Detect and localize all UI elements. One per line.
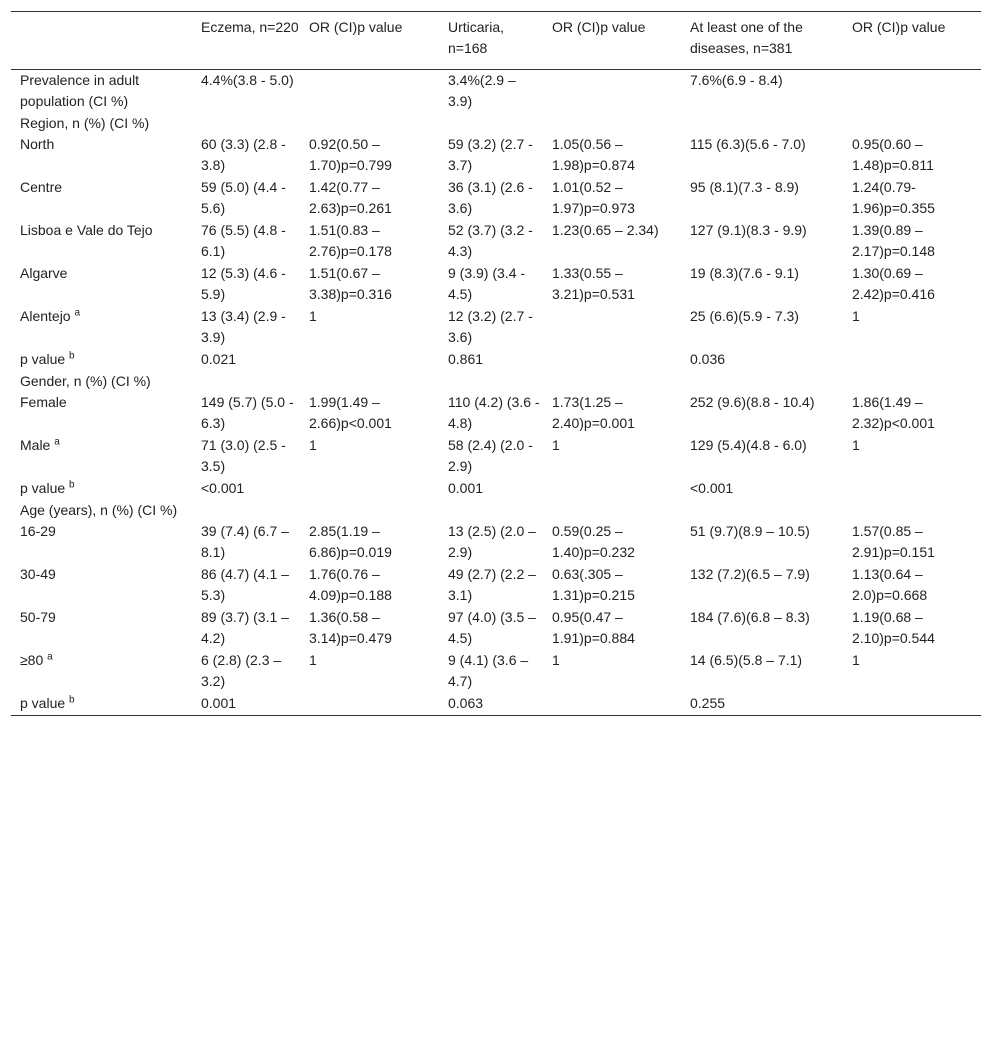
row-label-text: Female: [20, 394, 67, 410]
table-cell: 4.4%(3.8 - 5.0): [201, 72, 294, 88]
table-cell: [843, 693, 981, 716]
table-cell: 0.063: [448, 695, 484, 711]
row-label-text: 50-79: [20, 609, 56, 625]
table-row: [11, 177, 981, 220]
table-cell: 0.001: [201, 695, 237, 711]
table-cell: 1.30(0.69 – 2.42)p=0.416: [852, 265, 935, 302]
table-row: [11, 371, 981, 392]
table-cell: 149 (5.7) (5.0 - 6.3): [201, 394, 294, 431]
table-cell: 25 (6.6)(5.9 - 7.3): [690, 308, 799, 324]
table-cell: 76 (5.5) (4.8 - 6.1): [201, 222, 286, 259]
row-label: [11, 392, 192, 435]
table-cell: [843, 349, 981, 371]
table-cell: [192, 371, 300, 392]
table-cell: 86 (4.7) (4.1 – 5.3): [201, 566, 289, 603]
row-label: [11, 349, 192, 371]
table-cell: [843, 371, 981, 392]
table-cell: 12 (5.3) (4.6 - 5.9): [201, 265, 286, 302]
table-row: [11, 500, 981, 521]
table-cell: 1: [852, 437, 860, 453]
table-row: [11, 478, 981, 500]
table-row: [11, 693, 981, 716]
table-cell: 1.76(0.76 – 4.09)p=0.188: [309, 566, 392, 603]
row-label-text: North: [20, 136, 55, 152]
table-cell: 51 (9.7)(8.9 – 10.5): [690, 523, 810, 539]
table-cell: <0.001: [690, 480, 734, 496]
table-cell: [300, 70, 439, 114]
table-cell: [843, 113, 981, 134]
table-cell: [192, 500, 300, 521]
table-row: [11, 220, 981, 263]
table-row: [11, 564, 981, 607]
table-cell: 1.01(0.52 – 1.97)p=0.973: [552, 179, 635, 216]
table-cell: 1.05(0.56 – 1.98)p=0.874: [552, 136, 635, 173]
table-cell: [543, 306, 681, 349]
footnote-marker: a: [47, 651, 53, 663]
table-cell: [439, 500, 543, 521]
table-cell: 0.95(0.60 – 1.48)p=0.811: [852, 136, 934, 173]
footnote-marker: b: [69, 350, 75, 362]
table-cell: <0.001: [201, 480, 245, 496]
table-cell: 0.92(0.50 – 1.70)p=0.799: [309, 136, 392, 173]
table-cell: 110 (4.2) (3.6 - 4.8): [448, 394, 540, 431]
row-label: [11, 220, 192, 263]
footnote-marker: a: [74, 307, 81, 319]
table-cell: 1.36(0.58 – 3.14)p=0.479: [309, 609, 392, 646]
table-cell: 0.63(.305 – 1.31)p=0.215: [552, 566, 635, 603]
table-cell: 1: [309, 308, 317, 324]
table-cell: 3.4%(2.9 – 3.9): [448, 72, 516, 109]
row-label: [11, 306, 192, 349]
row-label: [11, 435, 192, 478]
table-cell: 1.23(0.65 – 2.34): [552, 222, 659, 238]
row-label-text: Prevalence in adult population (CI %): [20, 72, 140, 109]
table-cell: 19 (8.3)(7.6 - 9.1): [690, 265, 799, 281]
table-cell: [439, 371, 543, 392]
row-label-text: 16-29: [20, 523, 56, 539]
table-cell: 127 (9.1)(8.3 - 9.9): [690, 222, 807, 238]
row-label-text: Algarve: [20, 265, 68, 281]
table-cell: 1.51(0.83 – 2.76)p=0.178: [309, 222, 392, 259]
table-row: [11, 650, 981, 693]
table-cell: [843, 478, 981, 500]
table-cell: 1.42(0.77 – 2.63)p=0.261: [309, 179, 392, 216]
table-cell: 1.33(0.55 – 3.21)p=0.531: [552, 265, 635, 302]
table-header-row: [11, 12, 981, 70]
footnote-marker: a: [54, 436, 60, 448]
table-cell: 71 (3.0) (2.5 - 3.5): [201, 437, 286, 474]
row-label-text: 30-49: [20, 566, 56, 582]
table-cell: 184 (7.6)(6.8 – 8.3): [690, 609, 810, 625]
table-cell: 1: [552, 437, 560, 453]
table-cell: 1: [552, 652, 560, 668]
row-label: [11, 521, 192, 564]
row-label-text: p value: [20, 695, 70, 711]
table-cell: 1.73(1.25 – 2.40)p=0.001: [552, 394, 635, 431]
row-label-text: Lisboa e Vale do Tejo: [20, 222, 153, 238]
table-cell: [543, 113, 681, 134]
table-cell: [300, 349, 439, 371]
table-cell: 1.51(0.67 – 3.38)p=0.316: [309, 265, 392, 302]
table-cell: 58 (2.4) (2.0 - 2.9): [448, 437, 533, 474]
row-label-text: Male: [20, 437, 55, 453]
table-cell: [543, 371, 681, 392]
table-cell: 13 (3.4) (2.9 - 3.9): [201, 308, 286, 345]
table-row: [11, 607, 981, 650]
table-row: [11, 306, 981, 349]
table-row: [11, 349, 981, 371]
table-cell: 0.036: [690, 351, 726, 367]
table-cell: 129 (5.4)(4.8 - 6.0): [690, 437, 807, 453]
table-cell: 49 (2.7) (2.2 – 3.1): [448, 566, 536, 603]
table-cell: 95 (8.1)(7.3 - 8.9): [690, 179, 799, 195]
row-label: [11, 693, 192, 716]
table-row: [11, 134, 981, 177]
table-cell: [300, 500, 439, 521]
table-cell: 1: [309, 652, 317, 668]
table-cell: [300, 693, 439, 716]
table-cell: [300, 478, 439, 500]
table-cell: 7.6%(6.9 - 8.4): [690, 72, 783, 88]
table-cell: [681, 500, 843, 521]
table-cell: 1.86(1.49 – 2.32)p<0.001: [852, 394, 935, 431]
table-cell: 0.021: [201, 351, 237, 367]
table-cell: [192, 113, 300, 134]
table-row: [11, 263, 981, 306]
row-label: [11, 564, 192, 607]
table-cell: 14 (6.5)(5.8 – 7.1): [690, 652, 803, 668]
table-cell: 36 (3.1) (2.6 - 3.6): [448, 179, 533, 216]
table-cell: 1.39(0.89 – 2.17)p=0.148: [852, 222, 935, 259]
table-cell: [843, 500, 981, 521]
row-label-text: Alentejo: [20, 308, 75, 324]
row-label: [11, 113, 192, 134]
table-cell: 97 (4.0) (3.5 – 4.5): [448, 609, 536, 646]
row-label: [11, 177, 192, 220]
table-row: [11, 392, 981, 435]
table-row: [11, 435, 981, 478]
table-cell: 39 (7.4) (6.7 – 8.1): [201, 523, 289, 560]
header-cell: Eczema, n=220: [201, 19, 299, 35]
table-cell: [681, 371, 843, 392]
table-cell: 9 (4.1) (3.6 – 4.7): [448, 652, 529, 689]
header-cell: Urticaria, n=168: [448, 19, 505, 56]
table-cell: 2.85(1.19 – 6.86)p=0.019: [309, 523, 392, 560]
table-cell: 0.001: [448, 480, 484, 496]
header-cell: At least one of the diseases, n=381: [690, 19, 803, 56]
table-cell: 1: [309, 437, 317, 453]
footnote-marker: b: [69, 479, 75, 491]
table-cell: 0.255: [690, 695, 726, 711]
table-cell: 0.59(0.25 – 1.40)p=0.232: [552, 523, 635, 560]
row-label: [11, 263, 192, 306]
table-cell: 1.57(0.85 – 2.91)p=0.151: [852, 523, 935, 560]
footnote-marker: b: [69, 694, 75, 706]
table-cell: 115 (6.3)(5.6 - 7.0): [690, 136, 806, 152]
table-cell: 89 (3.7) (3.1 – 4.2): [201, 609, 289, 646]
table-cell: [300, 371, 439, 392]
row-label-text: Region, n (%) (CI %): [20, 115, 150, 131]
table-cell: [543, 70, 681, 114]
table-cell: 1.24(0.79- 1.96)p=0.355: [852, 179, 935, 216]
table-cell: 1.99(1.49 – 2.66)p<0.001: [309, 394, 392, 431]
table-cell: 0.95(0.47 – 1.91)p=0.884: [552, 609, 635, 646]
table-row: [11, 113, 981, 134]
row-label-text: ≥80: [20, 652, 48, 668]
row-label: [11, 650, 192, 693]
row-label: [11, 478, 192, 500]
table-cell: 59 (5.0) (4.4 - 5.6): [201, 179, 286, 216]
table-cell: 1: [852, 308, 860, 324]
row-label: [11, 371, 192, 392]
table-cell: 252 (9.6)(8.8 - 10.4): [690, 394, 815, 410]
table-cell: 1.13(0.64 – 2.0)p=0.668: [852, 566, 928, 603]
header-cell: OR (CI)p value: [852, 19, 946, 35]
table-cell: 9 (3.9) (3.4 - 4.5): [448, 265, 526, 302]
row-label: [11, 134, 192, 177]
table-cell: 13 (2.5) (2.0 – 2.9): [448, 523, 536, 560]
table-cell: [681, 113, 843, 134]
table-cell: 6 (2.8) (2.3 – 3.2): [201, 652, 282, 689]
table-cell: [543, 693, 681, 716]
row-label: [11, 70, 192, 114]
table-cell: 60 (3.3) (2.8 - 3.8): [201, 136, 286, 173]
table-cell: [843, 70, 981, 114]
row-label: [11, 500, 192, 521]
table-cell: 1: [852, 652, 860, 668]
table-cell: [543, 478, 681, 500]
row-label-text: p value: [20, 480, 70, 496]
table-row: [11, 70, 981, 114]
prevalence-table: [11, 11, 981, 716]
table-cell: 12 (3.2) (2.7 - 3.6): [448, 308, 533, 345]
table-cell: 1.19(0.68 – 2.10)p=0.544: [852, 609, 935, 646]
row-label-text: p value: [20, 351, 70, 367]
table-cell: [300, 113, 439, 134]
row-label: [11, 607, 192, 650]
table-cell: 59 (3.2) (2.7 - 3.7): [448, 136, 533, 173]
table-cell: [439, 113, 543, 134]
table-cell: 132 (7.2)(6.5 – 7.9): [690, 566, 810, 582]
table-cell: [543, 500, 681, 521]
table-cell: 0.861: [448, 351, 484, 367]
row-label-text: Centre: [20, 179, 63, 195]
row-label-text: Age (years), n (%) (CI %): [20, 502, 178, 518]
table-cell: 52 (3.7) (3.2 - 4.3): [448, 222, 533, 259]
table-cell: [543, 349, 681, 371]
row-label-text: Gender, n (%) (CI %): [20, 373, 151, 389]
header-cell: OR (CI)p value: [309, 19, 403, 35]
table-row: [11, 521, 981, 564]
header-cell: OR (CI)p value: [552, 19, 646, 35]
header-cell: [11, 12, 192, 70]
